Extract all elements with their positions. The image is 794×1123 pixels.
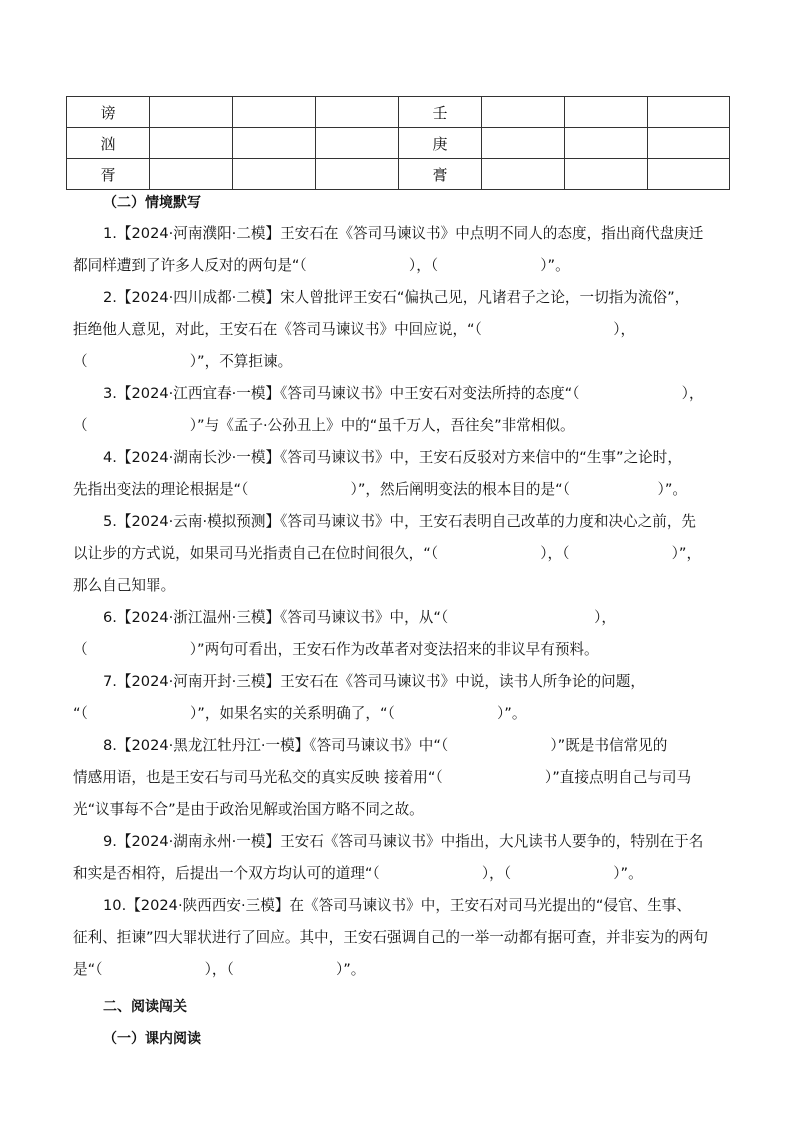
question-line: 9.【2024·湖南永州·一模】王安石《答司马谏议书》中指出，大凡读书人要争的，特别在于名: [103, 833, 704, 850]
question-line: 3.【2024·江西宜春·一模】《答司马谏议书》中王安石对变法所持的态度“（ ），: [103, 385, 704, 402]
blank-cell: [316, 159, 399, 190]
question-line: 1.【2024·河南濮阳·二模】王安石在《答司马谏议书》中点明不同人的态度，指出商代盘庚迁: [103, 225, 704, 242]
blank-cell: [233, 97, 316, 128]
character-table: [66, 96, 730, 190]
blank-cell: [150, 97, 233, 128]
question-line: 8.【2024·黑龙江牡丹江·一模】《答司马谏议书》中“（ ）”既是书信常见的: [103, 737, 668, 754]
question-line: （ ）”，不算拒谏。: [73, 353, 293, 370]
question-line: 都同样遭到了许多人反对的两句是“（ ），（ ）”。: [73, 257, 570, 274]
question-line: 拒绝他人意见，对此，王安石在《答司马谏议书》中回应说，“（ ），: [73, 321, 636, 338]
table-row: [67, 128, 730, 159]
blank-cell: [648, 159, 730, 190]
question-line: 7.【2024·河南开封·三模】王安石在《答司马谏议书》中说，读书人所争论的问题，: [103, 673, 645, 690]
section-heading-reading: 二、阅读闯关: [103, 999, 187, 1015]
question-line: 4.【2024·湖南长沙·一模】《答司马谏议书》中，王安石反驳对方来信中的“生事”之论时，: [103, 449, 682, 466]
table-char-cell: 膏: [399, 159, 482, 190]
blank-cell: [482, 128, 565, 159]
question-line: 2.【2024·四川成都·二模】宋人曾批评王安石“偏执己见，凡诸君子之论，一切指为流俗”，: [103, 289, 690, 306]
table-char-cell: 壬: [399, 97, 482, 128]
question-line: 10.【2024·陕西西安·三模】在《答司马谏议书》中，王安石对司马光提出的“侵官、生事、: [103, 897, 691, 914]
table-char-cell: 庚: [399, 128, 482, 159]
blank-cell: [233, 128, 316, 159]
question-line: 征利、拒谏”四大罪状进行了回应。其中，王安石强调自己的一举一动都有据可查，并非妄为的两句: [73, 929, 709, 946]
blank-cell: [482, 97, 565, 128]
table-char-cell: 胥: [67, 159, 150, 190]
question-line: 先指出变法的理论根据是“（ ）”，然后阐明变法的根本目的是“（ ）”。: [73, 481, 687, 498]
question-line: 那么自己知罪。: [73, 577, 176, 594]
table-char-cell: 谤: [67, 97, 150, 128]
question-line: 6.【2024·浙江温州·三模】《答司马谏议书》中，从“（ ），: [103, 609, 617, 626]
question-line: 5.【2024·云南·模拟预测】《答司马谏议书》中，王安石表明自己改革的力度和决心之前，先: [103, 513, 697, 530]
question-line: 是“（ ），（ ）”。: [73, 961, 366, 978]
blank-cell: [150, 159, 233, 190]
question-line: 和实是否相符，后提出一个双方均认可的道理“（ ），（ ）”。: [73, 865, 643, 882]
blank-cell: [565, 159, 648, 190]
question-line: “（ ）”，如果名实的关系明确了，“（ ）”。: [73, 705, 527, 722]
question-line: 光“议事每不合”是由于政治见解或治国方略不同之故。: [73, 801, 424, 818]
blank-cell: [482, 159, 565, 190]
blank-cell: [316, 128, 399, 159]
blank-cell: [648, 97, 730, 128]
blank-cell: [565, 97, 648, 128]
question-line: 情感用语，也是王安石与司马光私交的真实反映 接着用“（ ）”直接点明自己与司马: [73, 769, 692, 786]
table-row: [67, 97, 730, 128]
question-line: 以让步的方式说，如果司马光指责自己在位时间很久，“（ ），（ ）”，: [73, 545, 702, 562]
blank-cell: [150, 128, 233, 159]
section-heading-kenei: （一）课内阅读: [103, 1031, 201, 1047]
blank-cell: [233, 159, 316, 190]
question-line: （ ）”两句可看出，王安石作为改革者对变法招来的非议早有预料。: [73, 641, 599, 658]
section-heading-qingjing: （二）情境默写: [103, 195, 201, 211]
table-char-cell: 汹: [67, 128, 150, 159]
blank-cell: [565, 128, 648, 159]
blank-cell: [648, 128, 730, 159]
table-row: [67, 159, 730, 190]
blank-cell: [316, 97, 399, 128]
question-line: （ ）”与《孟子·公孙丑上》中的“虽千万人，吾往矣”非常相似。: [73, 417, 575, 434]
